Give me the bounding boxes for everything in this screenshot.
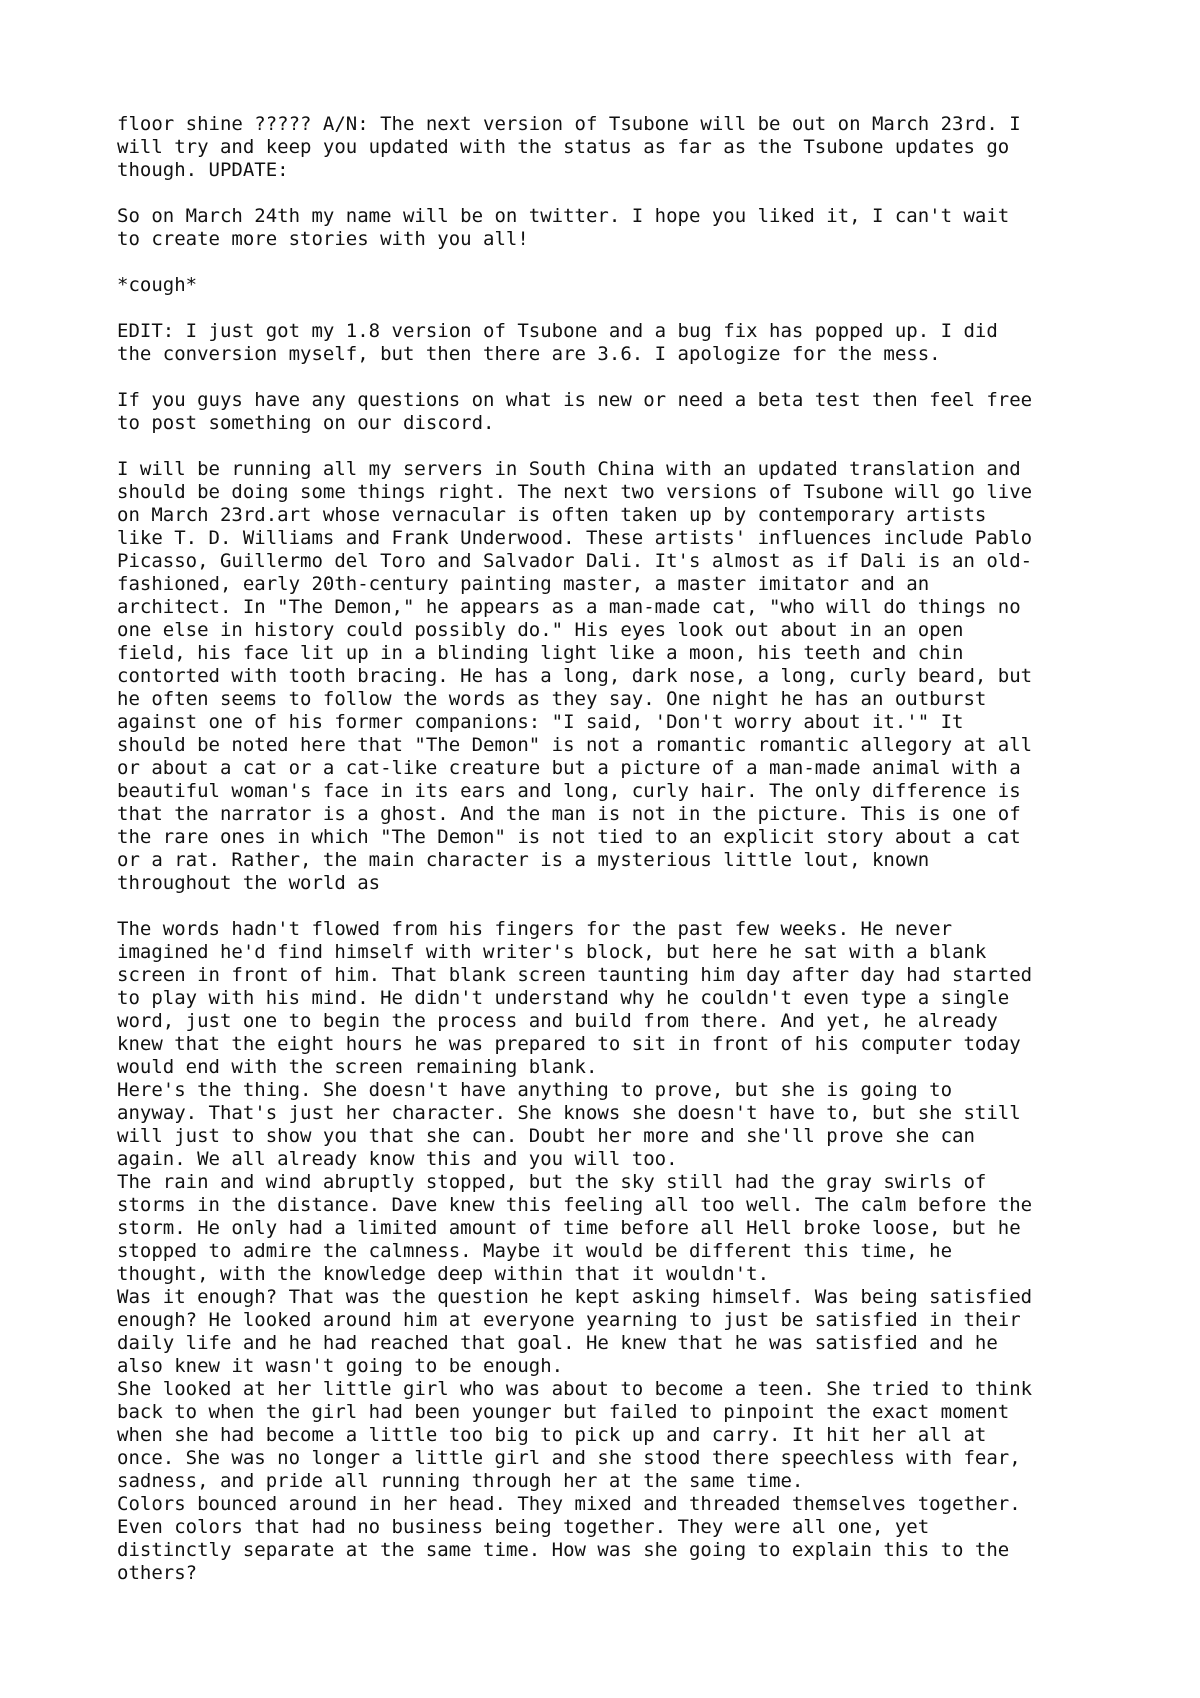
text-line: fashioned, early 20th-century painting master, a master imitator and an — [117, 573, 930, 595]
text-line: one else in history could possibly do." His eyes look out about in an open — [117, 619, 964, 641]
text-line: storm. He only had a limited amount of time before all Hell broke loose, but he — [117, 1217, 1021, 1239]
text-line: should be noted here that "The Demon" is not a romantic romantic allegory at all — [117, 734, 1033, 756]
text-line: Even colors that had no business being together. They were all one, yet — [117, 1516, 930, 1538]
text-line: imagined he'd find himself with writer's block, but here he sat with a blank — [117, 941, 987, 963]
text-line: architect. In "The Demon," he appears as a man-made cat, "who will do things no — [117, 596, 1021, 618]
paragraph-edit — [117, 320, 1117, 366]
text-line: *cough* — [117, 274, 198, 296]
text-line: to play with his mind. He didn't understand why he couldn't even type a single — [117, 987, 1010, 1009]
paragraph-cough — [117, 274, 1117, 297]
text-line: beautiful woman's face in its ears and long, curly hair. The only difference is — [117, 780, 1021, 802]
text-line: like T. D. Williams and Frank Underwood. These artists' influences include Pablo — [117, 527, 1033, 549]
text-line: enough? He looked around him at everyone yearning to just be satisfied in their — [117, 1309, 1021, 1331]
text-line: would end with the screen remaining blank. — [117, 1056, 598, 1078]
text-line: when she had become a little too big to pick up and carry. It hit her all at — [117, 1424, 987, 1446]
text-line: The rain and wind abruptly stopped, but the sky still had the gray swirls of — [117, 1171, 987, 1193]
text-line: once. She was no longer a little girl and she stood there speechless with fear, — [117, 1447, 1021, 1469]
text-line: I will be running all my servers in South China with an updated translation and — [117, 458, 1021, 480]
text-line: the rare ones in which "The Demon" is not tied to an explicit story about a cat — [117, 826, 1021, 848]
text-line: daily life and he had reached that goal. He knew that he was satisfied and he — [117, 1332, 998, 1354]
text-line: screen in front of him. That blank screen taunting him day after day had started — [117, 964, 1033, 986]
text-line: to post something on our discord. — [117, 412, 495, 434]
text-line: to create more stories with you all! — [117, 228, 529, 250]
text-line: that the narrator is a ghost. And the man is not in the picture. This is one of — [117, 803, 1021, 825]
text-line: storms in the distance. Dave knew this feeling all too well. The calm before the — [117, 1194, 1033, 1216]
text-line: also knew it wasn't going to be enough. — [117, 1355, 564, 1377]
text-line: on March 23rd.art whose vernacular is often taken up by contemporary artists — [117, 504, 987, 526]
text-line: EDIT: I just got my 1.8 version of Tsubone and a bug fix has popped up. I did — [117, 320, 998, 342]
text-line: Here's the thing. She doesn't have anything to prove, but she is going to — [117, 1079, 953, 1101]
text-line: he often seems to follow the words as they say. One night he has an outburst — [117, 688, 987, 710]
text-line: throughout the world as — [117, 872, 381, 894]
text-line: back to when the girl had been younger but failed to pinpoint the exact moment — [117, 1401, 1010, 1423]
document-page — [117, 113, 1117, 1585]
paragraph-update — [117, 205, 1117, 251]
text-line: against one of his former companions: "I said, 'Don't worry about it.'" It — [117, 711, 964, 733]
text-line: though. UPDATE: — [117, 159, 289, 181]
text-line: or about a cat or a cat-like creature but a picture of a man-made animal with a — [117, 757, 1021, 779]
text-line: Was it enough? That was the question he kept asking himself. Was being satisfied — [117, 1286, 1033, 1308]
text-line: others? — [117, 1562, 198, 1584]
text-line: or a rat. Rather, the main character is a mysterious little lout, known — [117, 849, 930, 871]
text-line: thought, with the knowledge deep within that it wouldn't. — [117, 1263, 770, 1285]
text-line: So on March 24th my name will be on twitter. I hope you liked it, I can't wait — [117, 205, 1010, 227]
text-line: floor shine ????? A/N: The next version of Tsubone will be out on March 23rd. I — [117, 113, 1021, 135]
text-line: distinctly separate at the same time. How was she going to explain this to the — [117, 1539, 1010, 1561]
text-line: Picasso, Guillermo del Toro and Salvador Dali. It's almost as if Dali is an old- — [117, 550, 1033, 572]
text-line: If you guys have any questions on what is new or need a beta test then feel free — [117, 389, 1033, 411]
text-line: stopped to admire the calmness. Maybe it would be different this time, he — [117, 1240, 953, 1262]
paragraph-questions — [117, 389, 1117, 435]
text-line: sadness, and pride all running through her at the same time. — [117, 1470, 804, 1492]
text-line: the conversion myself, but then there are 3.6. I apologize for the mess. — [117, 343, 941, 365]
text-line: field, his face lit up in a blinding light like a moon, his teeth and chin — [117, 642, 964, 664]
paragraph-stories — [117, 918, 1117, 1585]
text-line: contorted with tooth bracing. He has a long, dark nose, a long, curly beard, but — [117, 665, 1033, 687]
paragraph-intro — [117, 113, 1117, 182]
text-line: knew that the eight hours he was prepared to sit in front of his computer today — [117, 1033, 1021, 1055]
text-line: Colors bounced around in her head. They mixed and threaded themselves together. — [117, 1493, 1021, 1515]
text-line: again. We all already know this and you will too. — [117, 1148, 678, 1170]
text-line: word, just one to begin the process and build from there. And yet, he already — [117, 1010, 998, 1032]
text-line: will just to show you that she can. Doubt her more and she'll prove she can — [117, 1125, 975, 1147]
paragraph-servers — [117, 458, 1117, 895]
text-line: She looked at her little girl who was about to become a teen. She tried to think — [117, 1378, 1033, 1400]
text-line: will try and keep you updated with the status as far as the Tsubone updates go — [117, 136, 1010, 158]
text-line: The words hadn't flowed from his fingers for the past few weeks. He never — [117, 918, 953, 940]
text-line: anyway. That's just her character. She knows she doesn't have to, but she still — [117, 1102, 1021, 1124]
text-line: should be doing some things right. The next two versions of Tsubone will go live — [117, 481, 1033, 503]
